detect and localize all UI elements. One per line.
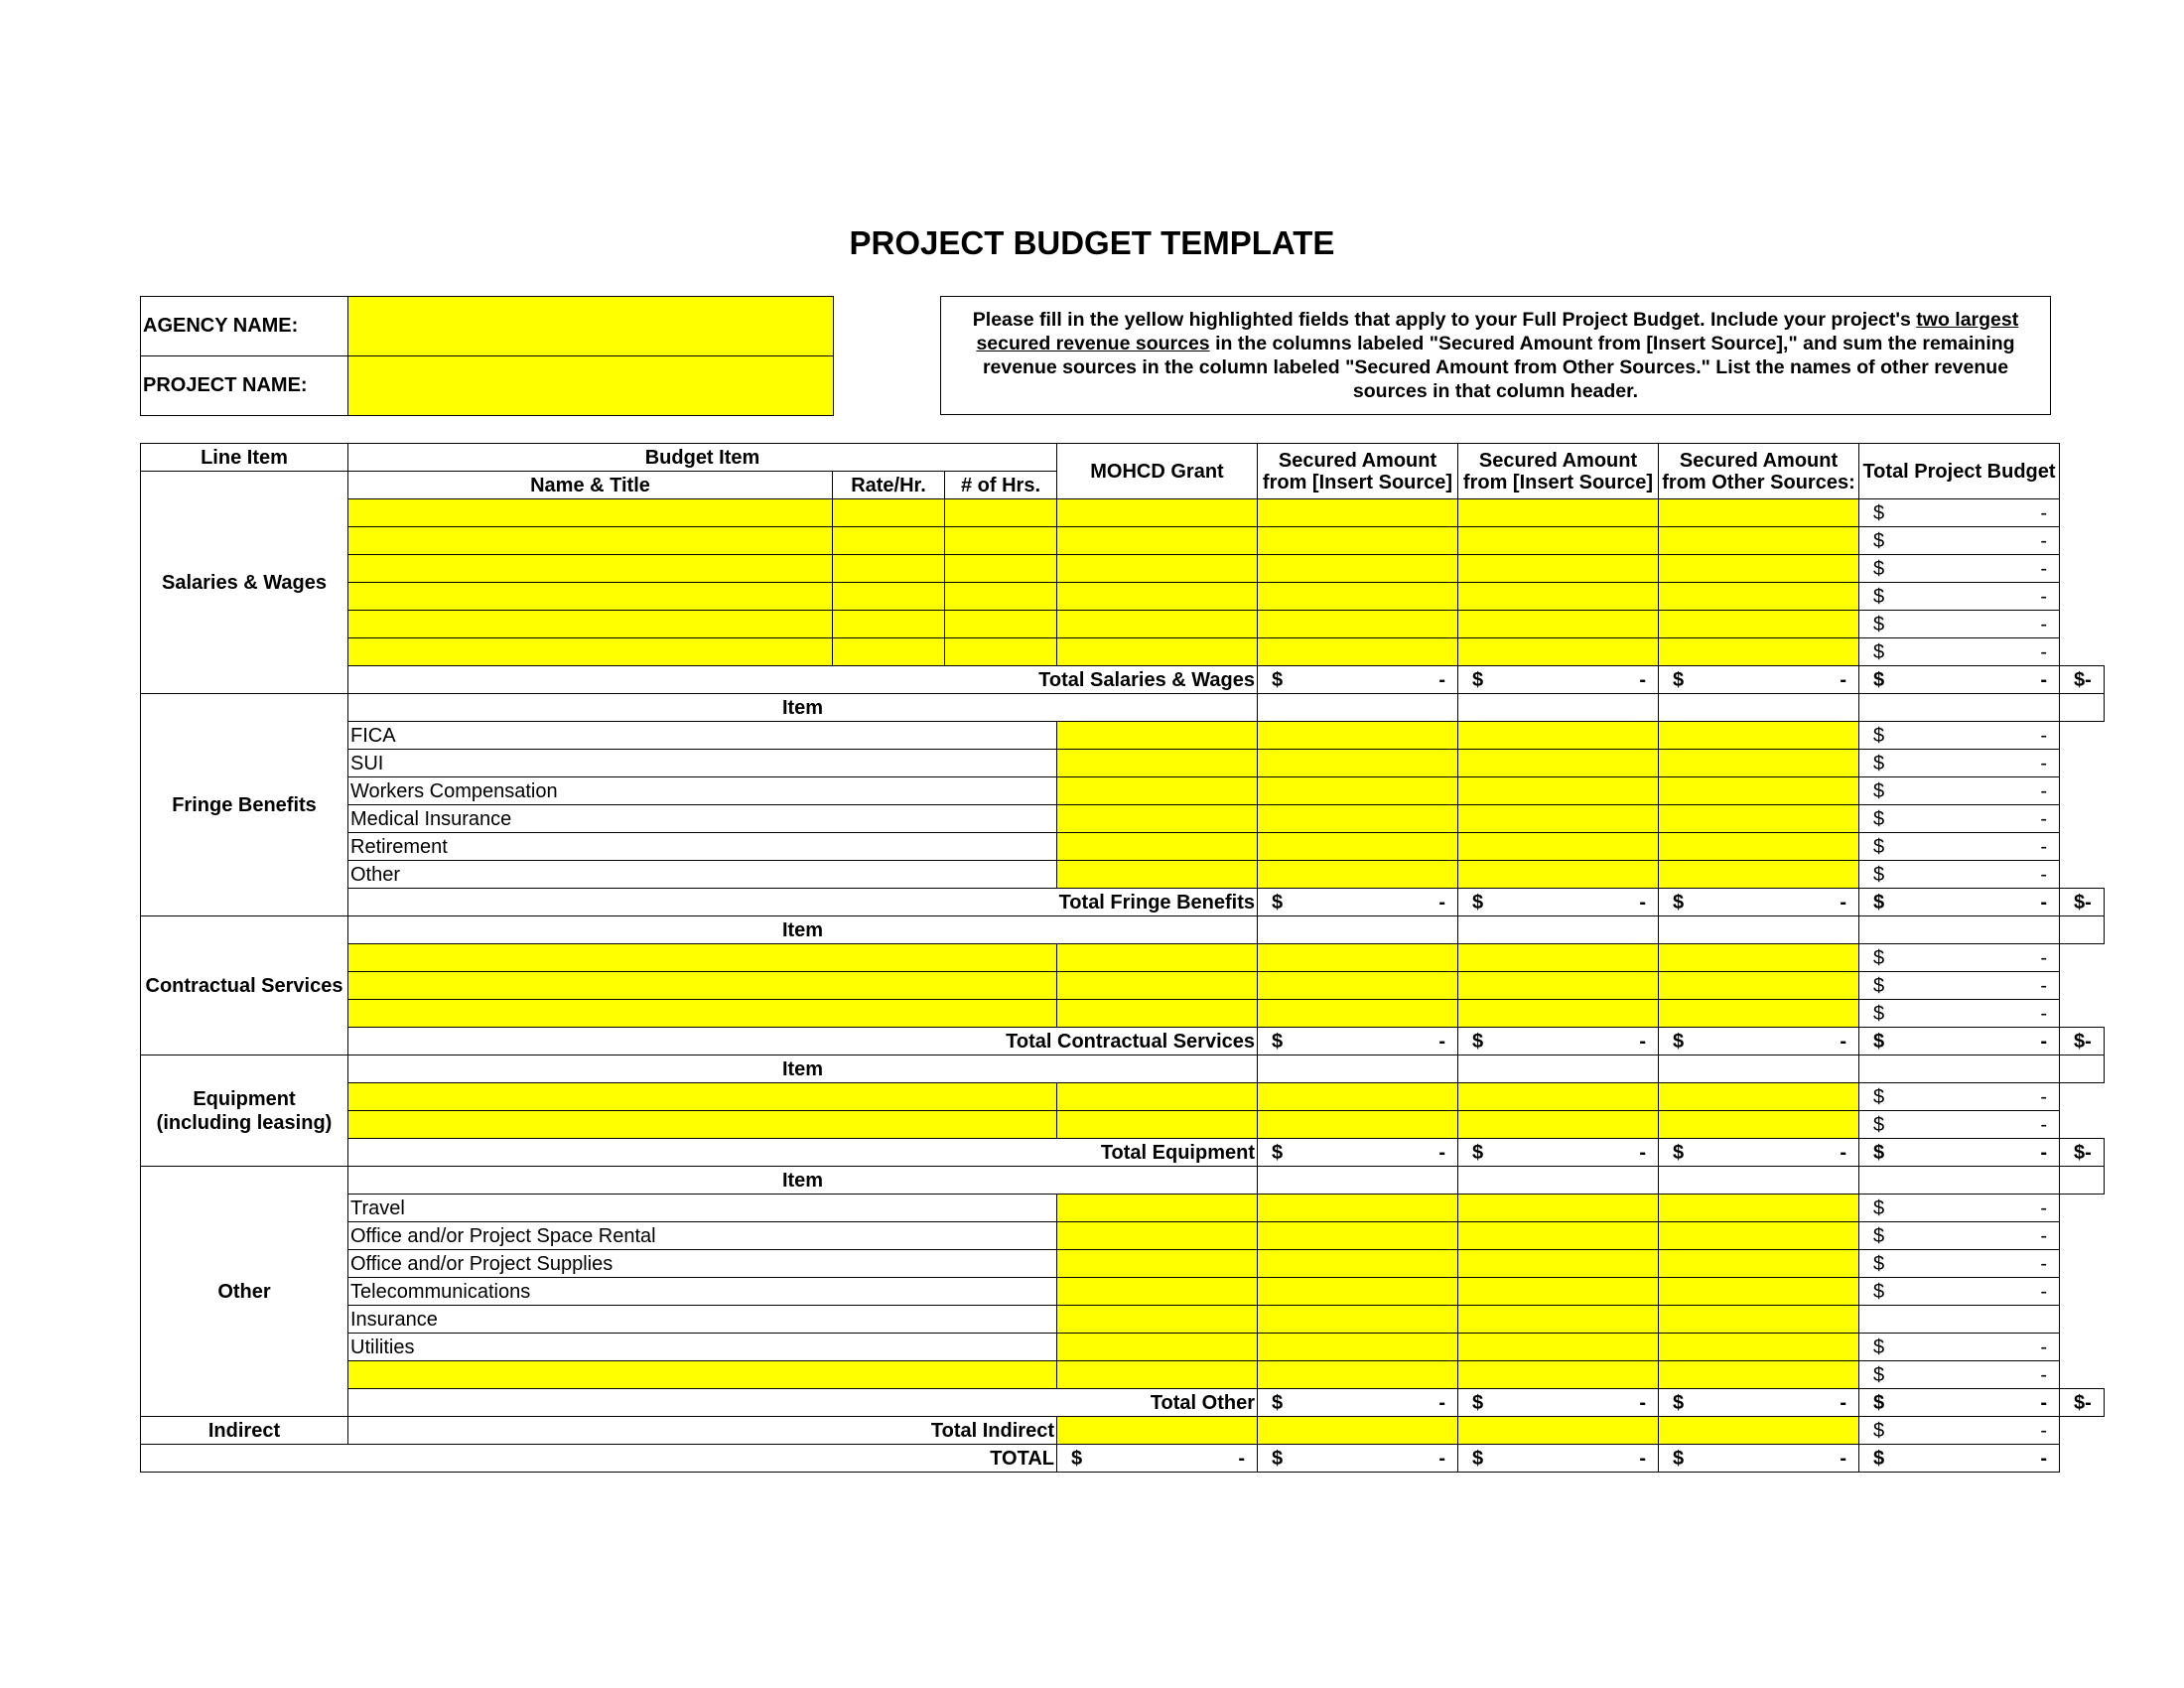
salary-row [141,638,2105,666]
other-secured1-5[interactable] [1258,1334,1458,1361]
line-item-header: Line Item [141,444,348,472]
fringe-header-row [141,694,2105,722]
salary-secured2-3[interactable] [1458,583,1659,611]
other-secured1-3[interactable] [1258,1278,1458,1306]
other-secured1-4[interactable] [1258,1306,1458,1334]
section-fringe: Fringe Benefits [141,694,348,916]
salary-hours-4[interactable] [945,611,1057,638]
fringe-other-3[interactable] [1659,805,1859,833]
equipment-mohcd-0[interactable] [1057,1083,1258,1111]
other-mohcd-3[interactable] [1057,1278,1258,1306]
other-total-4 [1859,1306,2060,1334]
indirect-other-0[interactable] [1659,1417,1859,1445]
contractual-other-2[interactable] [1659,1000,1859,1028]
agency-name-label: AGENCY NAME: [141,297,348,356]
salary-secured2-5[interactable] [1458,638,1659,666]
total-salaries-secured1: $ - [1458,666,1659,694]
other-other-5[interactable] [1659,1334,1859,1361]
equipment-item-0[interactable] [348,1083,1057,1111]
other-other-4[interactable] [1659,1306,1859,1334]
fringe-secured2-5[interactable] [1458,861,1659,889]
fringe-total-3: $ - [1859,805,2060,833]
fringe-other-1[interactable] [1659,750,1859,777]
contractual-item-2[interactable] [348,1000,1057,1028]
fringe-secured2-3[interactable] [1458,805,1659,833]
name-title-header: Name & Title [348,472,833,499]
salary-hours-3[interactable] [945,583,1057,611]
instructions-box [940,296,2051,415]
other-item-label: Office and/or Project Space Rental [348,1222,1057,1250]
equipment-hdr-mohcd [1258,1055,1458,1083]
section-equipment: Equipment (including leasing) [141,1055,348,1167]
fringe-item-label: Medical Insurance [348,805,1057,833]
equipment-hdr-s1 [1458,1055,1659,1083]
other-mohcd-1[interactable] [1057,1222,1258,1250]
salary-hours-0[interactable] [945,499,1057,527]
salary-mohcd-5[interactable] [1057,638,1258,666]
fringe-hdr-s2 [1659,694,1859,722]
other-secured1-2[interactable] [1258,1250,1458,1278]
salary-row [141,527,2105,555]
salary-other-5[interactable] [1659,638,1859,666]
contractual-secured2-1[interactable] [1458,972,1659,1000]
section-contractual: Contractual Services [141,916,348,1055]
other-secured2-4[interactable] [1458,1306,1659,1334]
contractual-secured1-1[interactable] [1258,972,1458,1000]
equipment-secured2-0[interactable] [1458,1083,1659,1111]
contractual-row [141,1000,2105,1028]
instructions-text-1: Please fill in the yellow highlighted fields that apply to your Full Project Budget. Include your project's [972,309,1917,331]
fringe-item-label: Workers Compensation [348,777,1057,805]
total-label-contractual: Total Contractual Services [348,1028,1258,1055]
salary-rate-3[interactable] [833,583,945,611]
total-equipment-other: $ - [1859,1139,2060,1167]
other-hdr-mohcd [1258,1167,1458,1195]
contractual-mohcd-1[interactable] [1057,972,1258,1000]
fringe-total-4: $ - [1859,833,2060,861]
fringe-total-1: $ - [1859,750,2060,777]
contractual-hdr-so [1859,916,2060,944]
indirect-total: $ - [1859,1417,2060,1445]
salary-total-0: $ - [1859,499,2060,527]
fringe-total-5: $ - [1859,861,2060,889]
other-hdr-s1 [1458,1167,1659,1195]
total-fringe-total: $ - [2060,889,2105,916]
other-mohcd-2[interactable] [1057,1250,1258,1278]
contractual-secured1-0[interactable] [1258,944,1458,972]
contractual-mohcd-2[interactable] [1057,1000,1258,1028]
salary-other-3[interactable] [1659,583,1859,611]
salary-rate-4[interactable] [833,611,945,638]
section-salaries: Salaries & Wages [141,472,348,694]
total-label-salaries: Total Salaries & Wages [348,666,1258,694]
other-secured1-1[interactable] [1258,1222,1458,1250]
total-fringe-secured1: $ - [1458,889,1659,916]
fringe-secured1-5[interactable] [1258,861,1458,889]
project-name-label: PROJECT NAME: [141,356,348,416]
other-mohcd-5[interactable] [1057,1334,1258,1361]
salary-row [141,611,2105,638]
salary-name-2[interactable] [348,555,833,583]
salary-secured2-4[interactable] [1458,611,1659,638]
salary-rate-0[interactable] [833,499,945,527]
contractual-header-row [141,916,2105,944]
secured-source-1-header: Secured Amount from [Insert Source] [1258,444,1458,499]
total-row-fringe [141,889,2105,916]
fringe-other-0[interactable] [1659,722,1859,750]
salary-mohcd-0[interactable] [1057,499,1258,527]
salary-name-5[interactable] [348,638,833,666]
equipment-secured2-1[interactable] [1458,1111,1659,1139]
total-contractual-total: $ - [2060,1028,2105,1055]
fringe-row [141,861,2105,889]
indirect-row [141,1417,2105,1445]
salary-total-2: $ - [1859,555,2060,583]
agency-name-input[interactable] [348,297,834,356]
equipment-hdr-s2 [1659,1055,1859,1083]
other-item-label: Utilities [348,1334,1057,1361]
total-indirect-label: Total Indirect [348,1417,1057,1445]
contractual-item-0[interactable] [348,944,1057,972]
fringe-secured2-0[interactable] [1458,722,1659,750]
fringe-secured1-1[interactable] [1258,750,1458,777]
grand-total-secured1: $ - [1258,1445,1458,1473]
equipment-secured1-1[interactable] [1258,1111,1458,1139]
fringe-row [141,777,2105,805]
fringe-mohcd-0[interactable] [1057,722,1258,750]
total-equipment-mohcd: $ - [1258,1139,1458,1167]
other-item-label: Travel [348,1195,1057,1222]
fringe-row [141,722,2105,750]
other-other-0[interactable] [1659,1195,1859,1222]
contractual-other-0[interactable] [1659,944,1859,972]
salary-secured1-4[interactable] [1258,611,1458,638]
contractual-hdr-total [2060,916,2105,944]
fringe-mohcd-3[interactable] [1057,805,1258,833]
total-equipment-secured1: $ - [1458,1139,1659,1167]
salary-other-1[interactable] [1659,527,1859,555]
fringe-mohcd-4[interactable] [1057,833,1258,861]
salary-hours-1[interactable] [945,527,1057,555]
fringe-other-4[interactable] [1659,833,1859,861]
fringe-hdr-s1 [1458,694,1659,722]
total-label-fringe: Total Fringe Benefits [348,889,1258,916]
fringe-other-2[interactable] [1659,777,1859,805]
equipment-item-1[interactable] [348,1111,1057,1139]
other-header-row [141,1167,2105,1195]
other-secured2-0[interactable] [1458,1195,1659,1222]
contractual-row [141,944,2105,972]
secured-other-header: Secured Amount from Other Sources: [1659,444,1859,499]
page-title: PROJECT BUDGET TEMPLATE [849,224,1335,261]
contractual-total-0: $ - [1859,944,2060,972]
salary-secured2-2[interactable] [1458,555,1659,583]
contractual-mohcd-0[interactable] [1057,944,1258,972]
total-salaries-other: $ - [1859,666,2060,694]
item-header-contractual: Item [348,916,1258,944]
fringe-hdr-total [2060,694,2105,722]
salary-row [141,583,2105,611]
salary-secured1-0[interactable] [1258,499,1458,527]
fringe-secured2-2[interactable] [1458,777,1659,805]
equipment-total-0: $ - [1859,1083,2060,1111]
other-total-3: $ - [1859,1278,2060,1306]
salary-total-1: $ - [1859,527,2060,555]
equipment-row [141,1111,2105,1139]
fringe-mohcd-1[interactable] [1057,750,1258,777]
other-secured2-1[interactable] [1458,1222,1659,1250]
other-hdr-s2 [1659,1167,1859,1195]
total-other-secured1: $ - [1458,1389,1659,1417]
total-salaries-mohcd: $ - [1258,666,1458,694]
salary-mohcd-3[interactable] [1057,583,1258,611]
other-other-extra[interactable] [1659,1361,1859,1389]
grand-total-row [141,1445,2105,1473]
salary-total-4: $ - [1859,611,2060,638]
total-row-equipment [141,1139,2105,1167]
fringe-row [141,750,2105,777]
salary-hours-5[interactable] [945,638,1057,666]
agency-info-table [140,296,834,416]
grand-total-total: $ - [1859,1445,2060,1473]
other-secured1-0[interactable] [1258,1195,1458,1222]
salary-name-3[interactable] [348,583,833,611]
other-mohcd-4[interactable] [1057,1306,1258,1334]
other-row [141,1334,2105,1361]
salary-rate-1[interactable] [833,527,945,555]
fringe-hdr-mohcd [1258,694,1458,722]
budget-table [140,443,2105,1473]
indirect-secured2-0[interactable] [1458,1417,1659,1445]
other-other-2[interactable] [1659,1250,1859,1278]
other-mohcd-extra[interactable] [1057,1361,1258,1389]
contractual-row [141,972,2105,1000]
section-indirect: Indirect [141,1417,348,1445]
salary-secured1-2[interactable] [1258,555,1458,583]
other-row [141,1361,2105,1389]
fringe-secured1-4[interactable] [1258,833,1458,861]
other-secured1-extra[interactable] [1258,1361,1458,1389]
fringe-secured1-0[interactable] [1258,722,1458,750]
other-other-1[interactable] [1659,1222,1859,1250]
budget-item-header: Budget Item [348,444,1057,472]
salary-secured2-0[interactable] [1458,499,1659,527]
indirect-secured1-0[interactable] [1258,1417,1458,1445]
salary-mohcd-2[interactable] [1057,555,1258,583]
total-equipment-total: $ - [2060,1139,2105,1167]
other-row [141,1222,2105,1250]
other-other-3[interactable] [1659,1278,1859,1306]
fringe-item-label: FICA [348,722,1057,750]
other-item-label: Office and/or Project Supplies [348,1250,1057,1278]
other-secured2-3[interactable] [1458,1278,1659,1306]
other-row [141,1250,2105,1278]
total-salaries-total: $ - [2060,666,2105,694]
equipment-total-1: $ - [1859,1111,2060,1139]
other-total-5: $ - [1859,1334,2060,1361]
header-row [141,444,2105,472]
fringe-other-5[interactable] [1659,861,1859,889]
mohcd-grant-header: MOHCD Grant [1057,444,1258,499]
total-label-equipment: Total Equipment [348,1139,1258,1167]
project-name-input[interactable] [348,356,834,416]
section-other: Other [141,1167,348,1417]
salary-row [141,555,2105,583]
fringe-mohcd-2[interactable] [1057,777,1258,805]
equipment-mohcd-1[interactable] [1057,1111,1258,1139]
other-secured2-2[interactable] [1458,1250,1659,1278]
fringe-secured1-2[interactable] [1258,777,1458,805]
other-secured2-5[interactable] [1458,1334,1659,1361]
other-hdr-so [1859,1167,2060,1195]
equipment-other-1[interactable] [1659,1111,1859,1139]
other-row [141,1306,2105,1334]
equipment-other-0[interactable] [1659,1083,1859,1111]
total-fringe-other: $ - [1859,889,2060,916]
other-total-2: $ - [1859,1250,2060,1278]
grand-total-mohcd: $ - [1057,1445,1258,1473]
fringe-mohcd-5[interactable] [1057,861,1258,889]
fringe-row [141,805,2105,833]
salary-hours-2[interactable] [945,555,1057,583]
contractual-total-2: $ - [1859,1000,2060,1028]
equipment-hdr-total [2060,1055,2105,1083]
total-other-other: $ - [1859,1389,2060,1417]
salary-total-3: $ - [1859,583,2060,611]
fringe-row [141,833,2105,861]
total-salaries-secured2: $ - [1659,666,1859,694]
contractual-secured1-2[interactable] [1258,1000,1458,1028]
hours-header: # of Hrs. [945,472,1057,499]
total-contractual-mohcd: $ - [1258,1028,1458,1055]
contractual-other-1[interactable] [1659,972,1859,1000]
equipment-hdr-so [1859,1055,2060,1083]
total-contractual-secured2: $ - [1659,1028,1859,1055]
contractual-item-1[interactable] [348,972,1057,1000]
salary-rate-5[interactable] [833,638,945,666]
other-row [141,1195,2105,1222]
item-header-fringe: Item [348,694,1258,722]
salary-mohcd-4[interactable] [1057,611,1258,638]
rate-header: Rate/Hr. [833,472,945,499]
fringe-total-0: $ - [1859,722,2060,750]
total-other-secured2: $ - [1659,1389,1859,1417]
grand-total-secured2: $ - [1458,1445,1659,1473]
contractual-hdr-s2 [1659,916,1859,944]
contractual-secured2-0[interactable] [1458,944,1659,972]
other-item-label: Telecommunications [348,1278,1057,1306]
total-contractual-secured1: $ - [1458,1028,1659,1055]
fringe-item-label: Retirement [348,833,1057,861]
instructions-text-2: in the columns labeled "Secured Amount from [Insert Source]," and sum the remaining revenue sources in the column labeled "Secured Amount from Other Sources." List the names of other revenue sources in that column header. [982,333,2015,402]
salary-other-4[interactable] [1659,611,1859,638]
item-header-equipment: Item [348,1055,1258,1083]
other-item-extra[interactable] [348,1361,1057,1389]
total-fringe-mohcd: $ - [1258,889,1458,916]
salary-secured1-3[interactable] [1258,583,1458,611]
fringe-secured1-3[interactable] [1258,805,1458,833]
total-label-other: Total Other [348,1389,1258,1417]
secured-source-2-header: Secured Amount from [Insert Source] [1458,444,1659,499]
salary-name-0[interactable] [348,499,833,527]
other-total-0: $ - [1859,1195,2060,1222]
instructions-underlined: two largest secured revenue sources [976,309,2019,354]
total-row-salaries [141,666,2105,694]
other-hdr-total [2060,1167,2105,1195]
equipment-secured1-0[interactable] [1258,1083,1458,1111]
fringe-item-label: Other [348,861,1057,889]
salary-total-5: $ - [1859,638,2060,666]
other-total-1: $ - [1859,1222,2060,1250]
total-fringe-secured2: $ - [1659,889,1859,916]
salary-secured2-1[interactable] [1458,527,1659,555]
salary-other-0[interactable] [1659,499,1859,527]
other-item-label: Insurance [348,1306,1057,1334]
fringe-hdr-so [1859,694,2060,722]
total-equipment-secured2: $ - [1659,1139,1859,1167]
contractual-secured2-2[interactable] [1458,1000,1659,1028]
grand-total-label: TOTAL [141,1445,1057,1473]
equipment-header-row [141,1055,2105,1083]
contractual-total-1: $ - [1859,972,2060,1000]
salary-secured1-1[interactable] [1258,527,1458,555]
contractual-hdr-mohcd [1258,916,1458,944]
other-row [141,1278,2105,1306]
other-secured2-extra[interactable] [1458,1361,1659,1389]
total-other-mohcd: $ - [1258,1389,1458,1417]
item-header-other: Item [348,1167,1258,1195]
indirect-mohcd-0[interactable] [1057,1417,1258,1445]
total-budget-header: Total Project Budget [1859,444,2060,499]
equipment-row [141,1083,2105,1111]
grand-total-other: $ - [1659,1445,1859,1473]
total-row-contractual [141,1028,2105,1055]
fringe-secured2-4[interactable] [1458,833,1659,861]
fringe-item-label: SUI [348,750,1057,777]
salary-secured1-5[interactable] [1258,638,1458,666]
salary-rate-2[interactable] [833,555,945,583]
total-contractual-other: $ - [1859,1028,2060,1055]
fringe-secured2-1[interactable] [1458,750,1659,777]
other-total-extra: $ - [1859,1361,2060,1389]
fringe-total-2: $ - [1859,777,2060,805]
other-mohcd-0[interactable] [1057,1195,1258,1222]
salary-row [141,499,2105,527]
salary-mohcd-1[interactable] [1057,527,1258,555]
salary-name-1[interactable] [348,527,833,555]
total-other-total: $ - [2060,1389,2105,1417]
contractual-hdr-s1 [1458,916,1659,944]
salary-name-4[interactable] [348,611,833,638]
total-row-other [141,1389,2105,1417]
salary-other-2[interactable] [1659,555,1859,583]
